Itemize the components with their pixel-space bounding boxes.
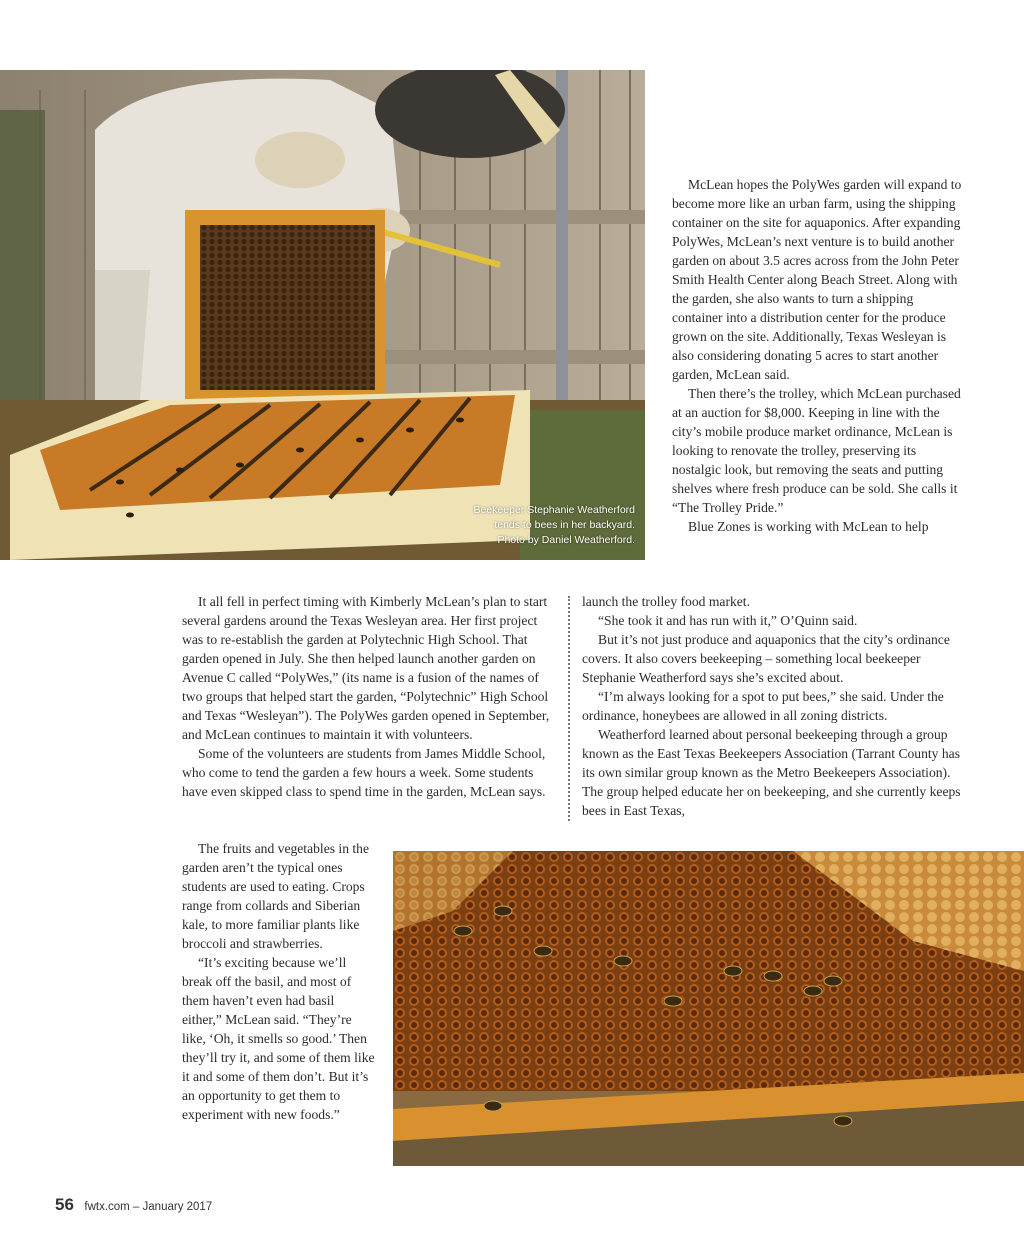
article-column-right-top — [672, 175, 962, 536]
article-column-right-bottom — [582, 592, 962, 820]
paragraph: “She took it and has run with it,” O’Quinn said. — [598, 613, 858, 628]
caption-line: Photo by Daniel Weatherford. — [497, 534, 635, 546]
paragraph: “It’s exciting because we’ll break off the basil, and most of them haven’t even had basil either,” McLean said. “They’re like, ‘Oh, it smells so good.’ Then they’ll try it, and some of them like it and some of them don’t. But it’s an opportunity to get them to experiment with new foods.” — [182, 955, 375, 1122]
article-column-left-narrow — [182, 839, 377, 1124]
honeycomb-photo — [393, 851, 1024, 1166]
paragraph: “I’m always looking for a spot to put bees,” she said. Under the ordinance, honeybees are allowed in all zoning districts. — [582, 689, 944, 723]
column-divider — [568, 596, 570, 821]
paragraph: Some of the volunteers are students from James Middle School, who come to tend the garden a few hours a week. Some students have even skipped class to spend time in the garden, McLean says. — [182, 746, 546, 799]
honeycomb-illustration — [393, 851, 1024, 1166]
beekeeper-photo — [0, 70, 645, 560]
paragraph: But it’s not just produce and aquaponics that the city’s ordinance covers. It also covers beekeeping – something local beekeeper Stephanie Weatherford says she’s excited about. — [582, 632, 950, 685]
paragraph: Then there’s the trolley, which McLean purchased at an auction for $8,000. Keeping in line with the city’s mobile produce market ordinance, McLean is looking to renovate the trolley, preserving its nostalgic look, but removing the seats and putting shelves where fresh produce can be sold. She calls it “The Trolley Pride.” — [672, 386, 961, 515]
caption-line: tends to bees in her backyard. — [494, 519, 635, 531]
paragraph-continuation: launch the trolley food market. — [582, 594, 750, 609]
photo-caption — [474, 503, 636, 548]
paragraph: McLean hopes the PolyWes garden will expand to become more like an urban farm, using the shipping container on the site for aquaponics. After expanding PolyWes, McLean’s next venture is to build another garden on about 3.5 acres across from the John Peter Smith Health Center along Beach Street. Along with the garden, she also wants to turn a shipping container into a distribution center for the produce grown on the site. Additionally, Texas Wesleyan is also considering donating 5 acres to start another garden, McLean said. — [672, 177, 962, 382]
paragraph: Blue Zones is working with McLean to help — [688, 519, 929, 534]
paragraph: The fruits and vegetables in the garden aren’t the typical ones students are used to eating. Crops range from collards and Siberian kale, to more familiar plants like broccoli and strawberries. — [182, 841, 369, 951]
paragraph: It all fell in perfect timing with Kimberly McLean’s plan to start several gardens around the Texas Wesleyan area. Her first project was to re-establish the garden at Polytechnic High School. That garden opened in July. She then helped launch another garden on Avenue C called “PolyWes,” (its name is a fusion of the names of two groups that helped start the garden, “Polytechnic” High School and Texas “Wesleyan”). The PolyWes garden opened in September, and McLean continues to maintain it with volunteers. — [182, 594, 550, 742]
page-number: 56 — [55, 1195, 74, 1214]
article-column-left — [182, 592, 560, 801]
caption-line: Beekeeper Stephanie Weatherford — [473, 504, 635, 516]
beekeeper-illustration — [0, 70, 645, 560]
paragraph: Weatherford learned about personal beekeeping through a group known as the East Texas Beekeepers Association (Tarrant County has its own similar group known as the Metro Beekeepers Association). The group helped educate her on beekeeping, and she currently keeps bees in East Texas, — [582, 727, 961, 818]
page-footer — [55, 1195, 212, 1215]
publication-line: fwtx.com – January 2017 — [84, 1201, 213, 1213]
